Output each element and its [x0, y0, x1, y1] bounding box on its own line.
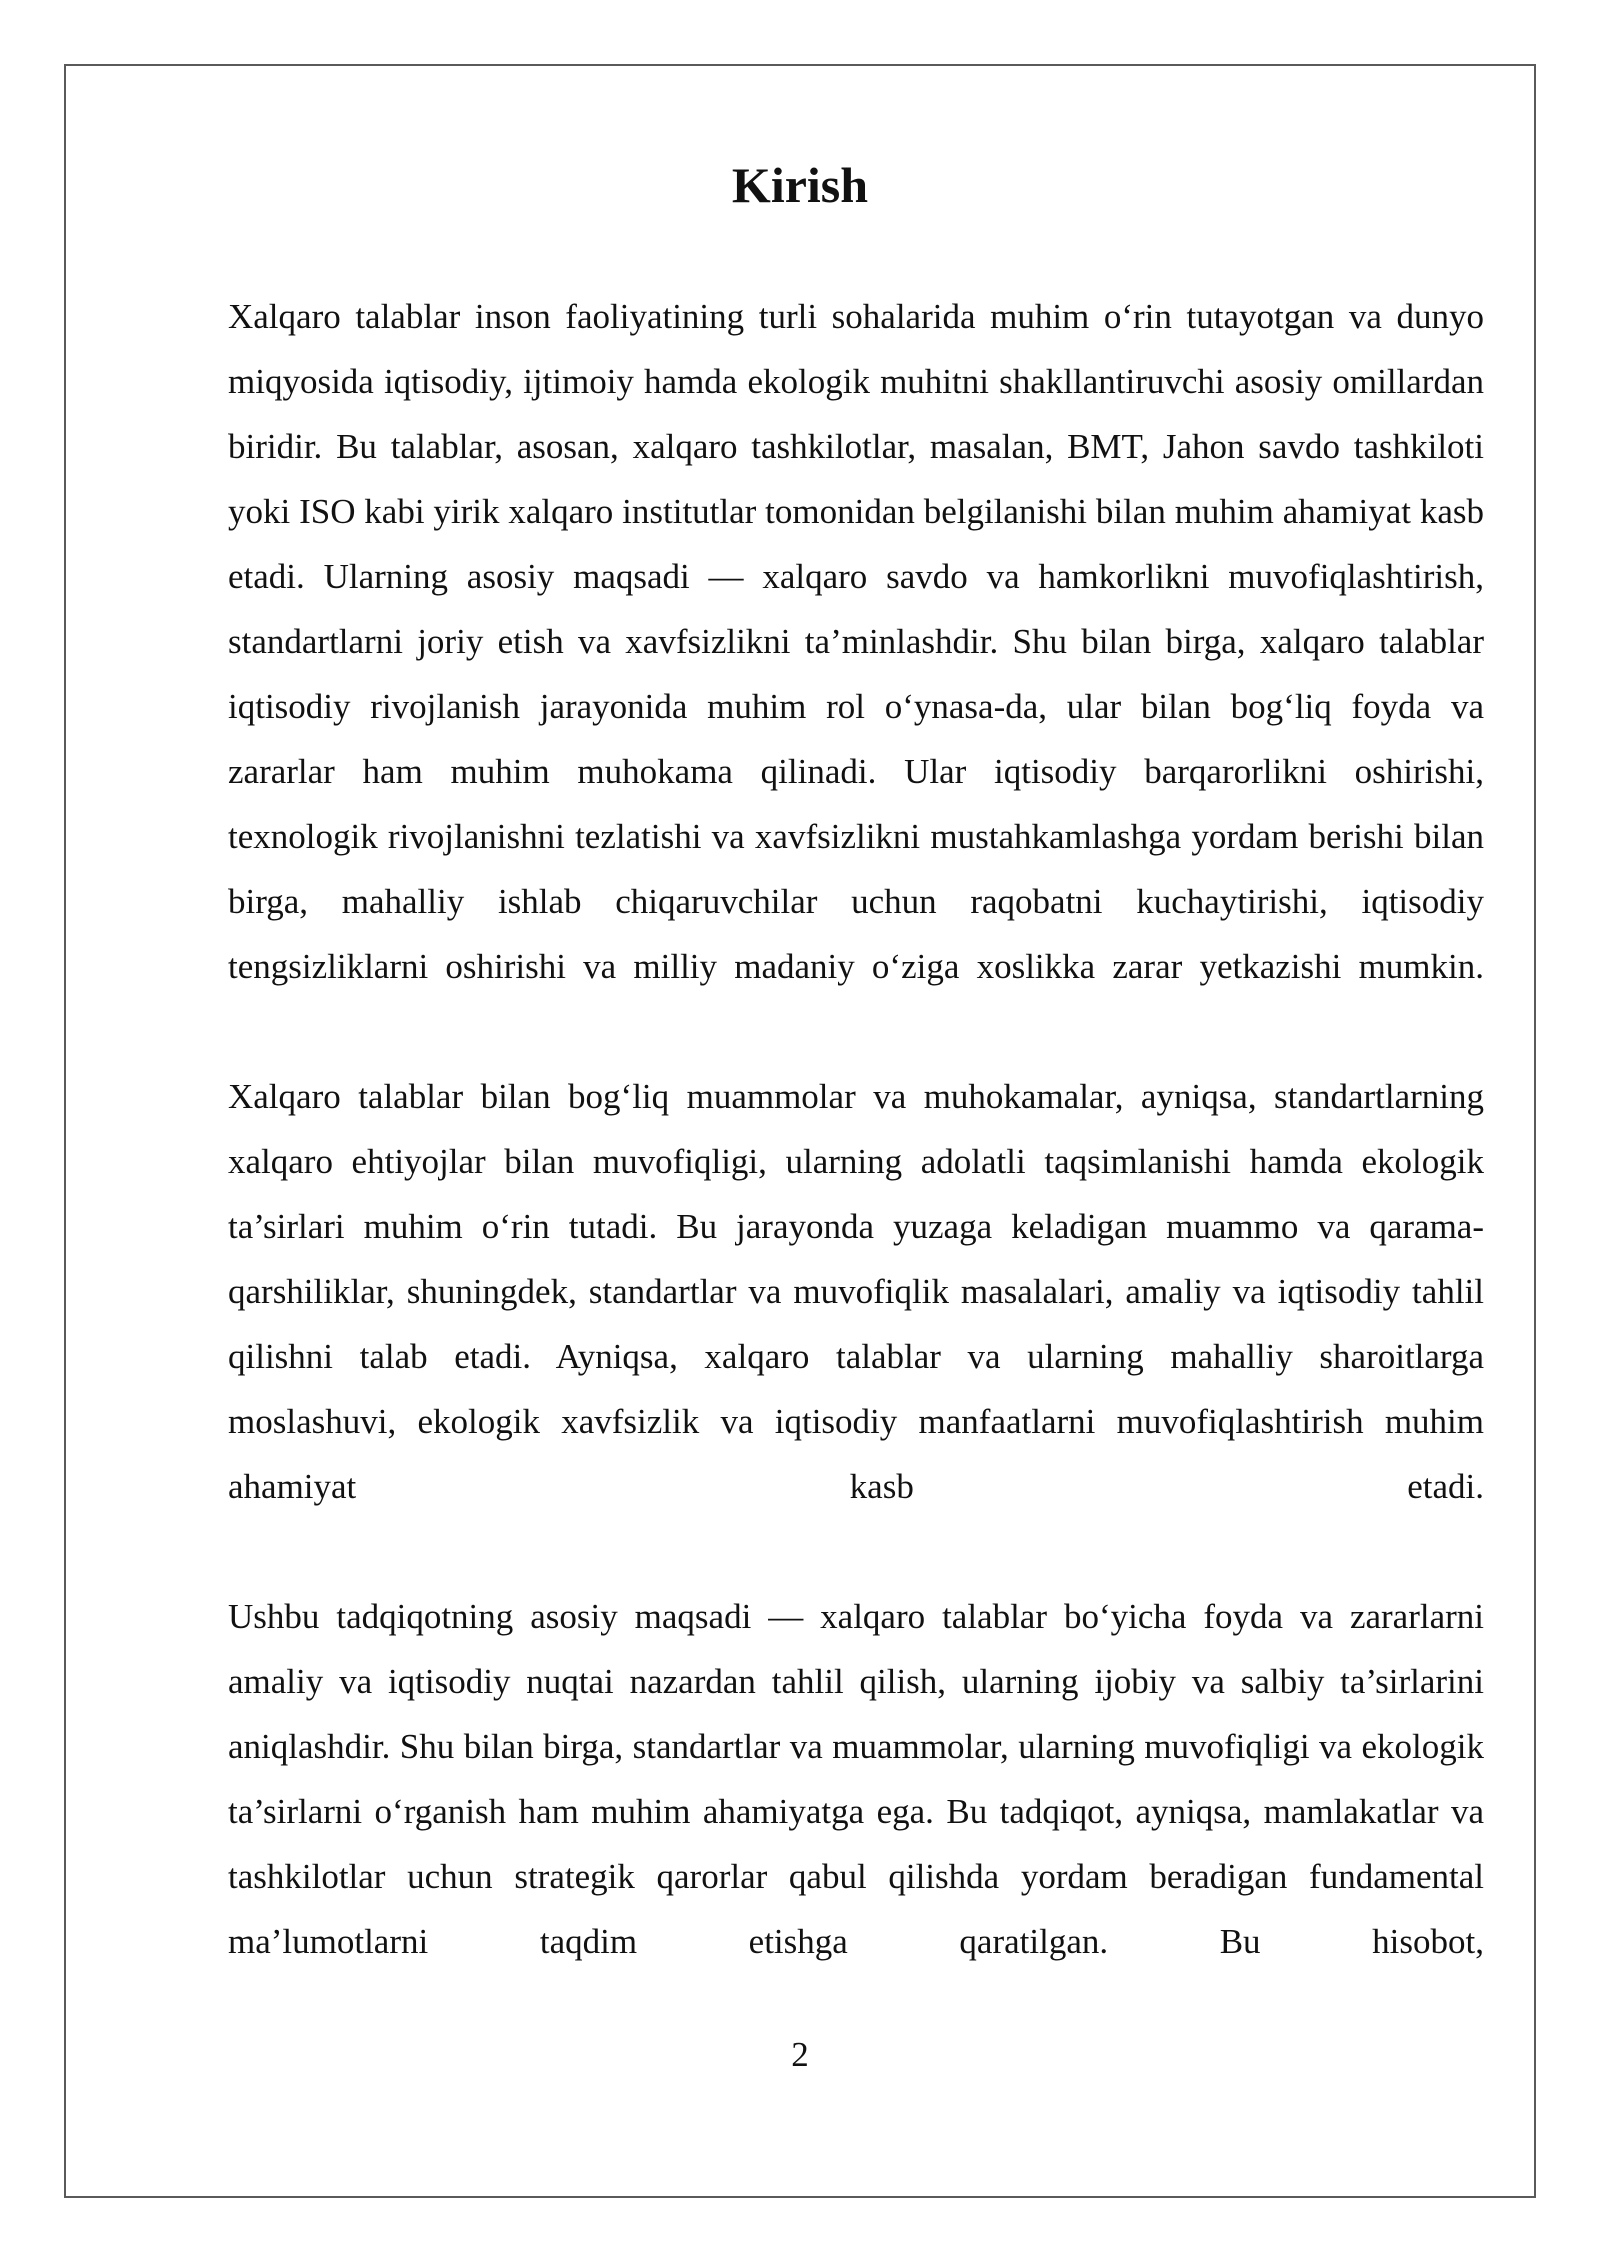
paragraph-issues: Xalqaro talablar bilan bog‘liq muammolar va muhokamalar, ayniqsa, standartlarning xalqaro ehtiyojlar bilan muvofiqligi, ularning adolatli taqsimlanishi hamda ekologik ta’sirlari muhim o‘rin tutadi. Bu jarayonda yuzaga keladigan muammo va qarama-qarshiliklar, shuningdek, standartlar va muvofiqlik masalalari, amaliy va iqtisodiy tahlil qilishni talab etadi. Ayniqsa, xalqaro talablar va ularning mahalliy sharoitlarga moslashuvi, ekologik xavfsizlik va iqtisodiy manfaatlarni muvofiqlashtirish muhim ahamiyat kasb etadi. — [228, 1077, 1484, 1506]
paragraph-intro: Xalqaro talablar inson faoliyatining turli sohalarida muhim o‘rin tutayotgan va dunyo miqyosida iqtisodiy, ijtimoiy hamda ekologik muhitni shakllantiruvchi asosiy omillardan biridir. Bu talablar, asosan, xalqaro tashkilotlar, masalan, BMT, Jahon savdo tashkiloti yoki ISO kabi yirik xalqaro institutlar tomonidan belgilanishi bilan muhim ahamiyat kasb etadi. Ularning asosiy maqsadi — xalqaro savdo va hamkorlikni muvofiqlashtirish, standartlarni joriy etish va xavfsizlikni ta’minlashdir. Shu bilan birga, xalqaro talablar iqtisodiy rivojlanish jarayonida muhim rol o‘ynasa-da, ular bilan bog‘liq foyda va zararlar ham muhim muhokama qilinadi. Ular iqtisodiy barqarorlikni oshirishi, texnologik rivojlanishni tezlatishi va xavfsizlikni mustahkamlashga yordam berishi bilan birga, mahalliy ishlab chiqaruvchilar uchun raqobatni kuchaytirishi, iqtisodiy tengsizliklarni oshirishi va milliy madaniy o‘ziga xoslikka zarar yetkazishi mumkin. — [228, 297, 1484, 986]
page-number: 2 — [791, 2035, 809, 2074]
document-body — [228, 284, 1484, 1974]
paragraph-goal: Ushbu tadqiqotning asosiy maqsadi — xalqaro talablar bo‘yicha foyda va zararlarni amaliy va iqtisodiy nuqtai nazardan tahlil qilish, ularning ijobiy va salbiy ta’sirlarini aniqlashdir. Shu bilan birga, standartlar va muammolar, ularning muvofiqligi va ekologik ta’sirlarni o‘rganish ham muhim ahamiyatga ega. Bu tadqiqot, ayniqsa, mamlakatlar va tashkilotlar uchun strategik qarorlar qabul qilishda yordam beradigan fundamental ma’lumotlarni taqdim etishga qaratilgan. Bu hisobot, — [228, 1597, 1484, 1961]
page-title: Kirish — [731, 157, 869, 213]
